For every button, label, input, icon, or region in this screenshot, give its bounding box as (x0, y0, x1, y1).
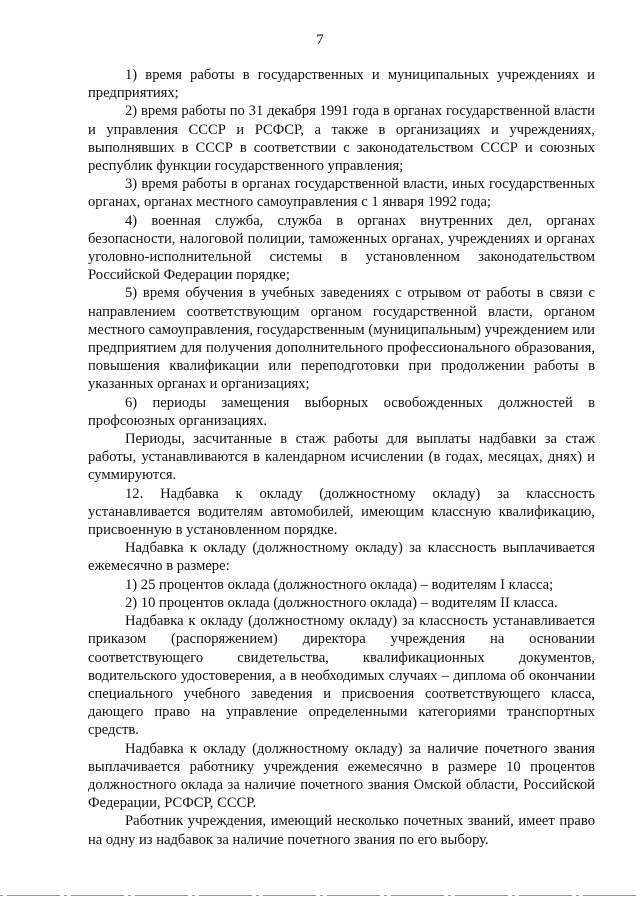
paragraph-4: 4) военная служба, служба в органах внутренних дел, органах безопасности, налоговой полиции, таможенных органах, учреждениях и органах уголовно-исполнительной системы в установленном законодательством Российской Федерации порядке; (88, 212, 595, 284)
paragraph-5: 5) время обучения в учебных заведениях с отрывом от работы в связи с направлением соответствующим органом государственной власти, органом местного самоуправления, государственным (муниципальным) учреждением или предприятием для получения дополнительного профессионального образования, повышения квалификации или переподготовки при продолжении работы в указанных органах и организациях; (88, 285, 595, 393)
paragraph-3: 3) время работы в органах государственной власти, иных государственных органах, органах местного самоуправления с 1 января 1992 года; (88, 176, 595, 211)
paragraph-12: Надбавка к окладу (должностному окладу) за классность устанавливается приказом (распоряжением) директора учреждения на основании соответствующего свидетельства, квалификационных документов, водительского удостоверения, а в необходимых случаях – диплома об окончании специального учебного заведения и присвоения соответствующего класса, дающего право на управление определенными категориями транспортных средств. (88, 613, 595, 739)
page-number: 7 (316, 32, 324, 48)
paragraph-6: 6) периоды замещения выборных освобожденных должностей в профсоюзных организациях. (88, 394, 595, 429)
paragraph-13: Надбавка к окладу (должностному окладу) за наличие почетного звания выплачивается работнику учреждения ежемесячно в размере 10 процентов должностного оклада за наличие почетного звания Омской области, Российской Федерации, РСФСР, СССР. (88, 740, 595, 812)
paragraph-14: Работник учреждения, имеющий несколько почетных званий, имеет право на одну из надбавок за наличие почетного звания по его выбору. (88, 813, 595, 848)
footer-scan-line (0, 895, 640, 896)
paragraph-11: 2) 10 процентов оклада (должностного оклада) – водителям II класса. (125, 594, 558, 611)
paragraph-2: 2) время работы по 31 декабря 1991 года в органах государственной власти и управления СССР и РСФСР, а также в организациях и учреждениях, выполнявших в СССР в соответствии с законодательством СССР и союзных республик функции государственного управления; (88, 103, 595, 175)
paragraph-10: 1) 25 процентов оклада (должностного оклада) – водителям I класса; (125, 576, 554, 593)
paragraph-8: 12. Надбавка к окладу (должностному окладу) за классность устанавливается водителям автомобилей, имеющим классную квалификацию, присвоенную в установленном порядке. (88, 485, 595, 539)
paragraph-7: Периоды, засчитанные в стаж работы для выплаты надбавки за стаж работы, устанавливаются в календарном исчислении (в годах, месяцах, днях) и суммируются. (88, 431, 595, 484)
paragraph-1: 1) время работы в государственных и муниципальных учреждениях и предприятиях; (88, 67, 595, 102)
paragraph-9: Надбавка к окладу (должностному окладу) за классность выплачивается ежемесячно в размере: (88, 540, 595, 575)
document-body (88, 66, 595, 849)
